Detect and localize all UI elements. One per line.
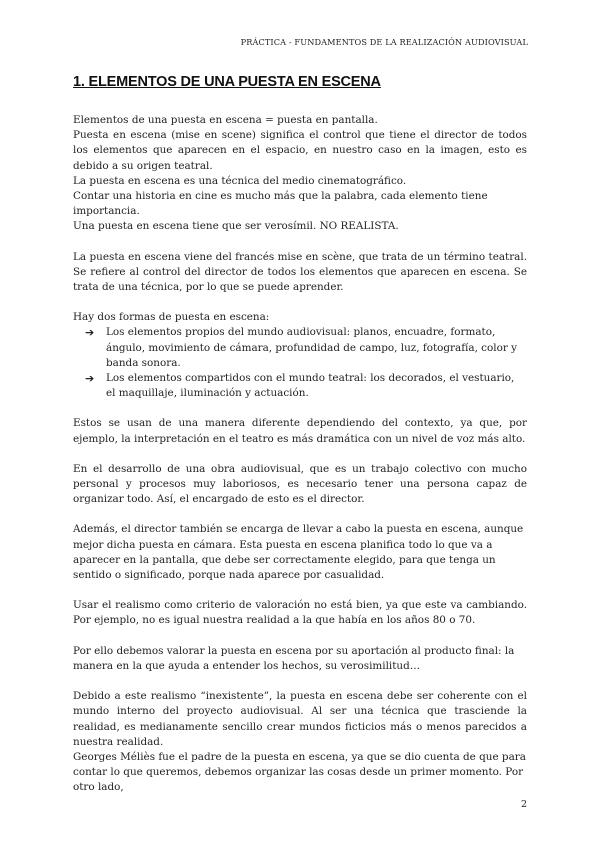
paragraph: Elementos de una puesta en escena = puesta en pantalla. xyxy=(73,114,378,126)
paragraph: Georges Méliès fue el padre de la puesta en escena, ya que se dio cuenta de que para contar lo que queremos, debemos organizar las cosas desde un primer momento. Por otro lado, xyxy=(73,750,526,794)
page-number: 2 xyxy=(520,799,527,810)
paragraph: Estos se usan de una manera diferente dependiendo del contexto, ya que, por ejemplo, la interpretación en el teatro es más dramática con un nivel de voz más alto. xyxy=(73,417,527,445)
list-item xyxy=(81,371,527,401)
document-body xyxy=(73,113,527,796)
arrow-icon: ➔ xyxy=(85,372,95,386)
paragraph: Debido a este realismo “inexistente”, la puesta en escena debe ser coherente con el mundo interno del proyecto audiovisual. Al ser una técnica que trasciende la realidad, es medianamente sencillo crear mundos ficticios más o menos parecidos a nuestra realidad. xyxy=(73,690,527,748)
paragraph: Además, el director también se encarga de llevar a cabo la puesta en escena, aunque mejor dicha puesta en cámara. Esta puesta en escena planifica todo lo que va a aparecer en la pantalla, que debe ser correctamente elegido, para que tenga un sentido o significado, porque nada aparece por casualidad. xyxy=(73,523,524,582)
paragraph: Una puesta en escena tiene que ser verosímil. NO REALISTA. xyxy=(73,220,399,233)
list-item-text: Los elementos compartidos con el mundo teatral: los decorados, el vestuario, el maquillaje, iluminación y actuación. xyxy=(106,372,515,400)
paragraph: La puesta en escena viene del francés mise en scène, que trata de un término teatral. Se refiere al control del director de todos los elementos que aparecen en escena. Se trata de una técnica, por lo que se puede aprender. xyxy=(73,250,527,294)
list-item-text: Los elementos propios del mundo audiovisual: planos, encuadre, formato, ángulo, movimiento de cámara, profundidad de campo, luz, fotografía, color y banda sonora. xyxy=(106,326,517,369)
forms-list xyxy=(73,325,527,401)
paragraph: Por ello debemos valorar la puesta en escena por su aportación al producto final: la manera en la que ayuda a entender los hechos, su verosimilitud… xyxy=(73,644,515,672)
paragraph: Usar el realismo como criterio de valoración no está bien, ya que este va cambiando. Por ejemplo, no es igual nuestra realidad a la que había en los años 80 o 70. xyxy=(73,599,527,627)
list-item xyxy=(81,325,527,371)
running-header: PRÁCTICA - FUNDAMENTOS DE LA REALIZACIÓN AUDIOVISUAL xyxy=(240,37,528,47)
list-intro: Hay dos formas de puesta en escena: xyxy=(73,311,270,324)
paragraph: En el desarrollo de una obra audiovisual, que es un trabajo colectivo con mucho personal y procesos muy laboriosos, es necesario tener una persona capaz de organizar todo. Así, el encargado de esto es el director. xyxy=(73,462,527,506)
paragraph: Contar una historia en cine es mucho más que la palabra, cada elemento tiene importancia. xyxy=(73,190,488,218)
paragraph: Puesta en escena (mise en scene) significa el control que tiene el director de todos los elementos que aparecen en el espacio, en nuestro caso en la imagen, esto es debido a su origen teatral. xyxy=(73,129,527,172)
section-title: 1. ELEMENTOS DE UNA PUESTA EN ESCENA xyxy=(73,74,381,90)
paragraph: La puesta en escena es una técnica del medio cinematográfico. xyxy=(73,174,407,187)
arrow-icon: ➔ xyxy=(85,326,95,340)
